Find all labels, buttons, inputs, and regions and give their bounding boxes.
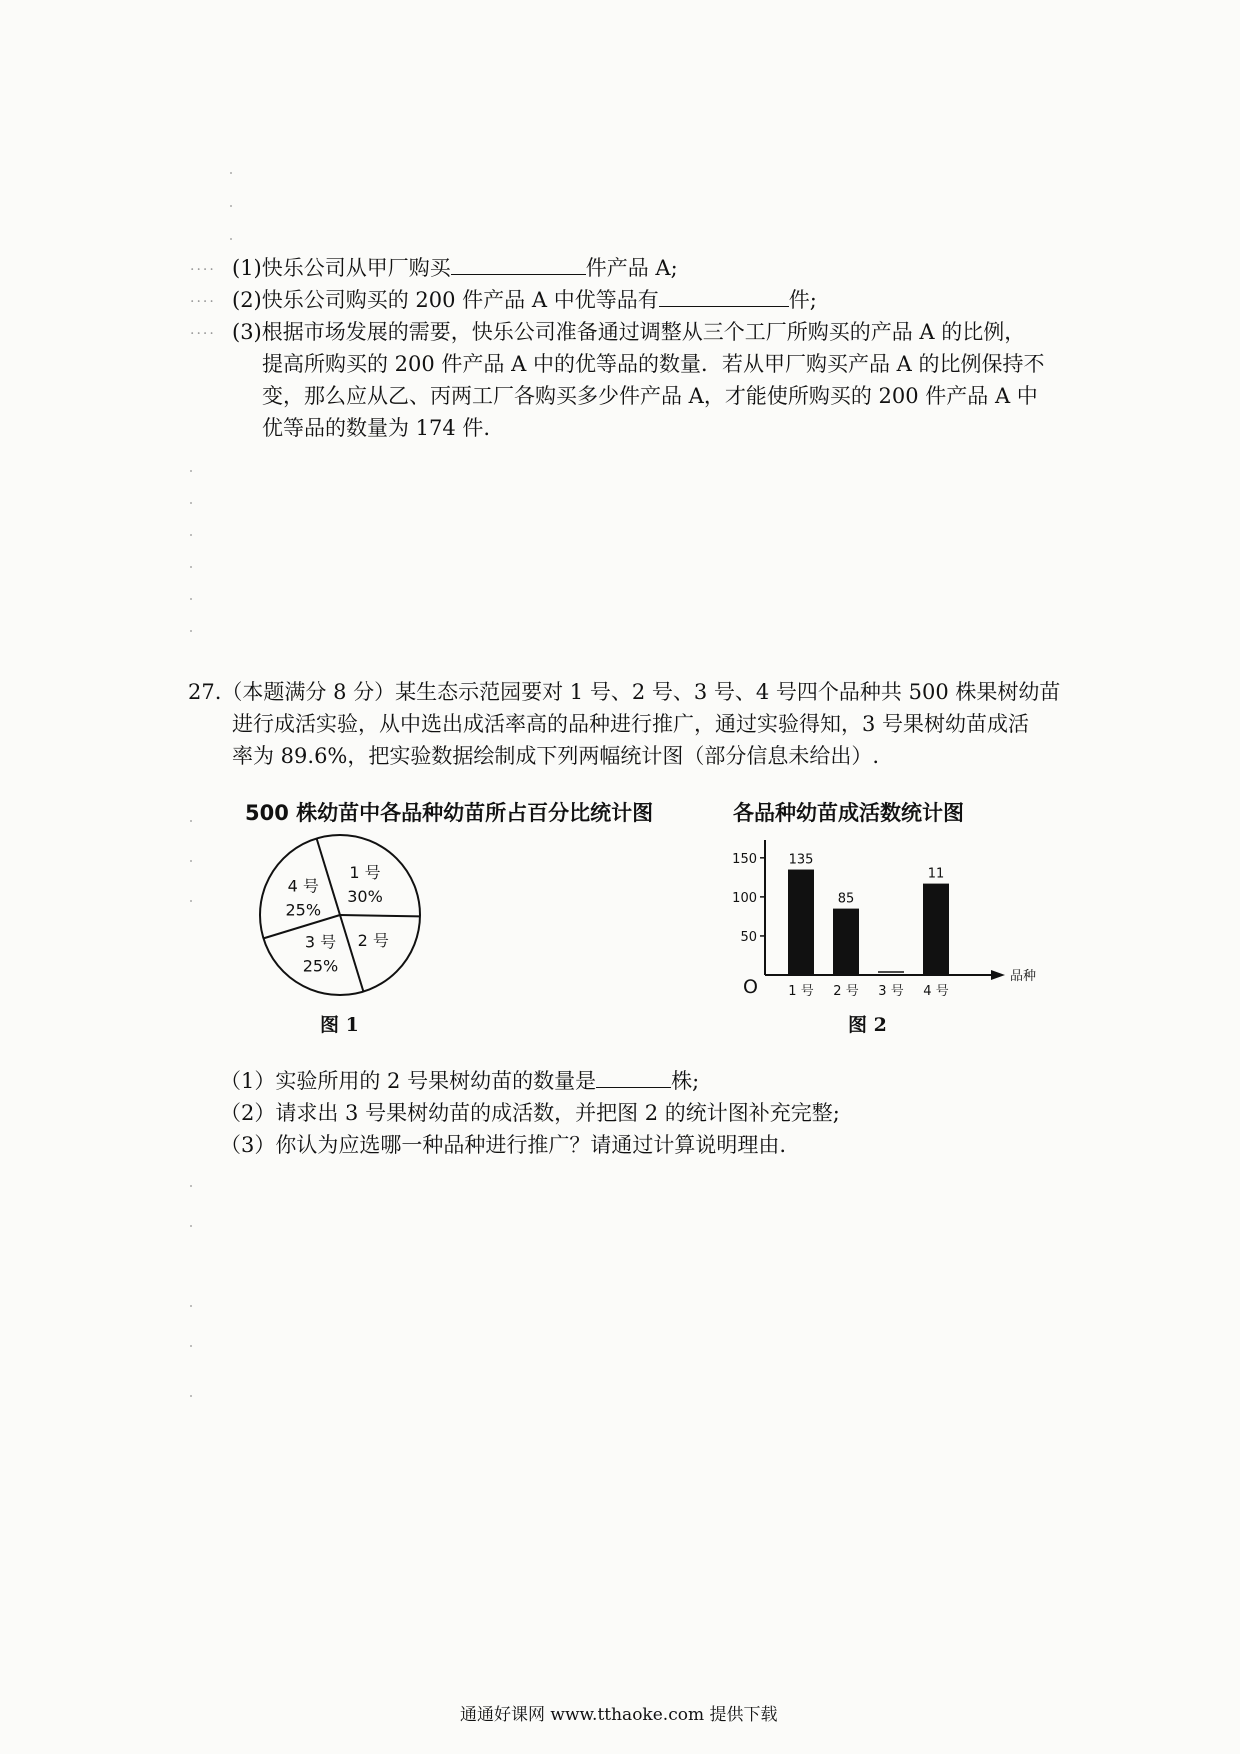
margin-dot (190, 1345, 192, 1347)
answer-blank[interactable] (596, 1065, 671, 1088)
margin-dot (230, 172, 232, 174)
margin-dot (190, 598, 192, 600)
margin-dot (230, 205, 232, 207)
pie-chart (255, 830, 425, 1000)
margin-dot (190, 502, 192, 504)
q27-intro-line1: 27.（本题满分 8 分）某生态示范园要对 1 号、2 号、3 号、4 号四个品种共 500 株果树幼苗 (188, 680, 1061, 704)
pie-chart-title: 500 株幼苗中各品种幼苗所占百分比统计图 (245, 801, 654, 825)
fig2-caption: 图 2 (848, 1014, 887, 1036)
margin-dot (190, 1305, 192, 1307)
q27-sub1-text: （1）实验所用的 2 号果树幼苗的数量是 (220, 1069, 597, 1093)
pie-slice-percent: 25% (285, 900, 322, 920)
origin-label: O (743, 976, 758, 998)
margin-dot (190, 470, 192, 472)
bar-chart (725, 835, 1037, 1010)
margin-dot (190, 820, 192, 822)
pie-slice-label: 2 号 (357, 931, 389, 951)
y-tick-label: 150 (732, 851, 757, 867)
y-tick-label: 50 (740, 929, 757, 945)
q26-part3-line2: 提高所购买的 200 件产品 A 中的优等品的数量．若从甲厂购买产品 A 的比例保持不 (262, 352, 1045, 376)
bar-data-label: 85 (837, 891, 855, 907)
margin-dot (190, 630, 192, 632)
pie-slice-divider (340, 915, 420, 916)
margin-dot (190, 900, 192, 902)
footer-credit: 通通好课网 www.tthaoke.com 提供下载 (460, 1705, 778, 1725)
bar-chart-title: 各品种幼苗成活数统计图 (733, 801, 964, 825)
bar (788, 870, 814, 975)
margin-dot (190, 1225, 192, 1227)
bar-data-label: 11 (927, 866, 945, 882)
margin-dot (190, 1395, 192, 1397)
pie-slice-percent: 25% (302, 956, 339, 976)
x-tick-label: 1 号 (788, 984, 814, 999)
q27-sub2: （2）请求出 3 号果树幼苗的成活数，并把图 2 的统计图补充完整; (220, 1101, 840, 1125)
q26-part2-text: (2)快乐公司购买的 200 件产品 A 中优等品有 (232, 288, 659, 312)
q26-part1 (232, 252, 678, 284)
q26-part2-suffix: 件; (788, 288, 817, 312)
y-tick-label: 100 (732, 890, 757, 906)
q27-intro-line3: 率为 89.6%，把实验数据绘制成下列两幅统计图（部分信息未给出）. (232, 744, 880, 768)
pie-slice-label: 3 号 (304, 932, 337, 952)
leader-dots: ···· (190, 262, 216, 278)
q26-part2 (232, 284, 817, 316)
margin-dot (190, 534, 192, 536)
margin-dot (190, 1185, 192, 1187)
bar (833, 909, 859, 975)
pie-slice-divider (340, 915, 363, 992)
fig1-caption: 图 1 (320, 1014, 359, 1036)
pie-slice-percent: 30% (347, 886, 383, 906)
pie-slice-label: 4 号 (287, 876, 319, 896)
pie-slice-label: 1 号 (349, 862, 381, 882)
bar (923, 884, 949, 975)
bar-data-label: 135 (788, 852, 814, 868)
q26-part3-line1: (3)根据市场发展的需要，快乐公司准备通过调整从三个工厂所购买的产品 A 的比例， (232, 320, 1026, 344)
q27-sub1-suffix: 株; (671, 1069, 700, 1093)
q26-part3-line3: 变，那么应从乙、丙两工厂各购买多少件产品 A，才能使所购买的 200 件产品 A 中 (262, 384, 1038, 408)
answer-blank[interactable] (451, 252, 586, 275)
q26-part3-line4: 优等品的数量为 174 件. (262, 416, 491, 440)
q26-part1-suffix: 件产品 A; (585, 256, 678, 280)
q27-sub1 (220, 1065, 699, 1097)
leader-dots: ···· (190, 326, 216, 342)
margin-dot (190, 566, 192, 568)
x-axis-label: 品种 (1010, 969, 1037, 984)
answer-blank[interactable] (659, 284, 789, 307)
q26-part1-text: (1)快乐公司从甲厂购买 (232, 256, 451, 280)
q27-intro-line2: 进行成活实验，从中选出成活率高的品种进行推广，通过实验得知，3 号果树幼苗成活 (232, 712, 1030, 736)
q27-sub3: （3）你认为应选哪一种品种进行推广？请通过计算说明理由. (220, 1133, 787, 1157)
margin-dot (230, 238, 232, 240)
x-axis-arrow (991, 970, 1005, 980)
margin-dot (190, 860, 192, 862)
x-tick-label: 2 号 (833, 984, 859, 999)
x-tick-label: 4 号 (923, 984, 949, 999)
leader-dots: ···· (190, 294, 216, 310)
x-tick-label: 3 号 (878, 984, 904, 999)
